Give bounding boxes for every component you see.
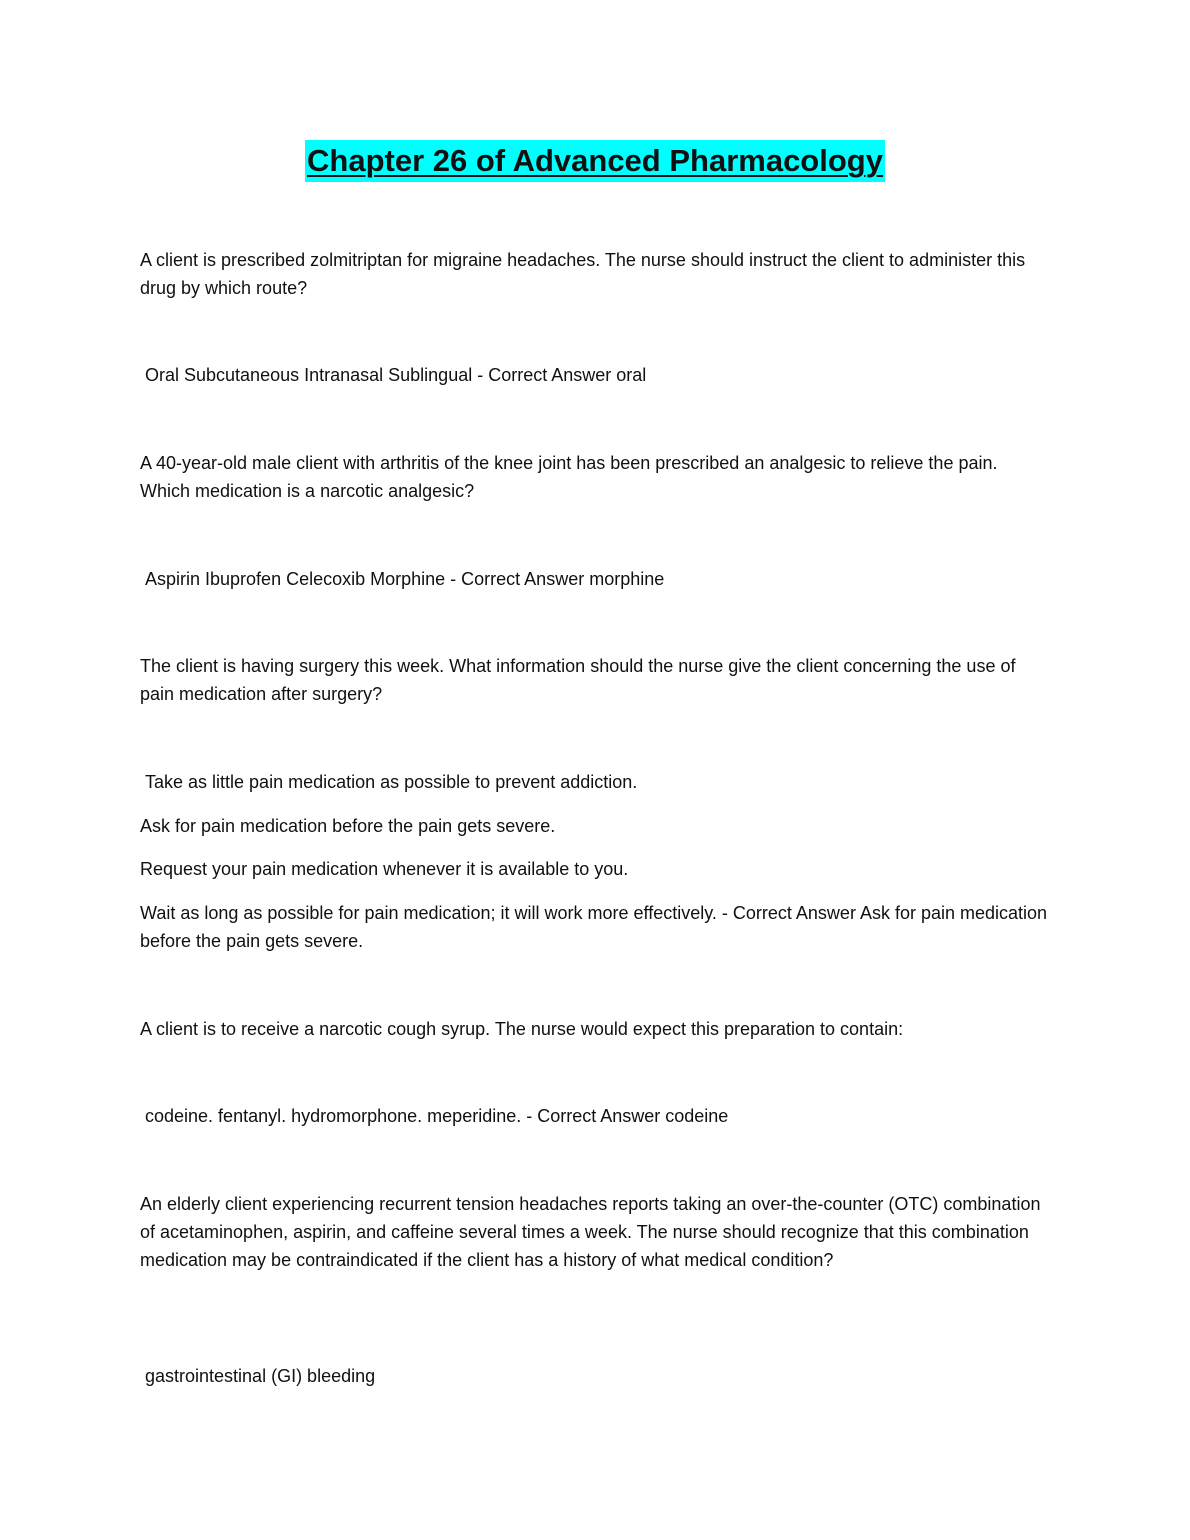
answer-5: gastrointestinal (GI) bleeding	[145, 1366, 376, 1386]
question-5: An elderly client experiencing recurrent tension headaches reports taking an over-the-counter (OTC) combination of acetaminophen, aspirin, and caffeine several times a week. The nurse should recognize that this combination medication may be contraindicated if the client has a history of what medical condition?	[140, 1194, 1041, 1270]
answer-1: Oral Subcutaneous Intranasal Sublingual - Correct Answer oral	[145, 365, 647, 385]
answer-3-option-2: Ask for pain medication before the pain gets severe.	[140, 816, 556, 836]
answer-3-option-1: Take as little pain medication as possible to prevent addiction.	[145, 772, 638, 792]
answer-4: codeine. fentanyl. hydromorphone. meperidine. - Correct Answer codeine	[145, 1106, 729, 1126]
question-3: The client is having surgery this week. What information should the nurse give the client concerning the use of pain medication after surgery?	[140, 656, 1016, 704]
question-2: A 40-year-old male client with arthritis of the knee joint has been prescribed an analgesic to relieve the pain. Which medication is a narcotic analgesic?	[140, 453, 998, 501]
question-1: A client is prescribed zolmitriptan for migraine headaches. The nurse should instruct the client to administer this drug by which route?	[140, 250, 1026, 298]
answer-3-option-4: Wait as long as possible for pain medication; it will work more effectively. - Correct Answer Ask for pain medication before the pain gets severe.	[140, 903, 1048, 951]
answer-2: Aspirin Ibuprofen Celecoxib Morphine - Correct Answer morphine	[145, 569, 665, 589]
title-container	[0, 140, 1190, 182]
page-title: Chapter 26 of Advanced Pharmacology	[305, 140, 885, 182]
question-4: A client is to receive a narcotic cough syrup. The nurse would expect this preparation to contain:	[140, 1019, 904, 1039]
answer-3-option-3: Request your pain medication whenever it is available to you.	[140, 859, 629, 879]
